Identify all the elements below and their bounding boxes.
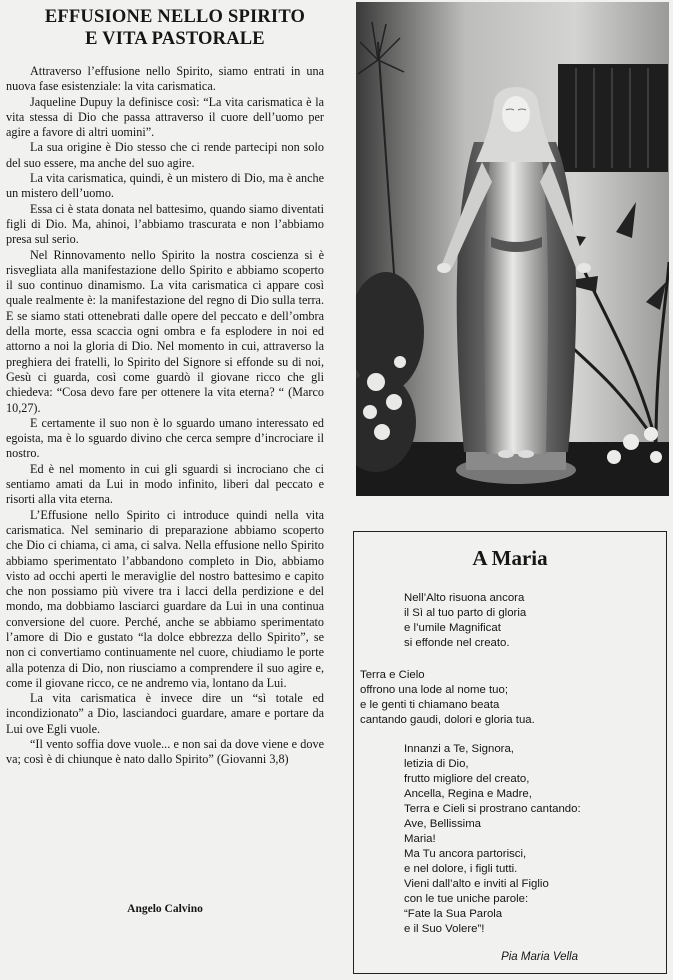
statue-illustration — [356, 2, 669, 496]
poem-line: con le tue uniche parole: — [404, 893, 529, 905]
article-paragraph: La vita carismatica, quindi, è un mistero di Dio, ma è anche un mistero dell’uomo. — [6, 171, 324, 201]
article-paragraph: Nel Rinnovamento nello Spirito la nostra coscienza si è risvegliata alla manifestazione dello Spirito e abbiamo scoperto il suo continuo dinamismo. La vita carismatica ci appare così quale realmente è: la manifestazione del regno di Dio sulla terra. E se siamo stati ottenebrati dalle opere del peccato e dell’ombra della morte, essa scaccia ogni ombra e fa esplodere in noi ed attorno a noi la gloria di Dio. Nel momento in cui, attraverso la preghiera dei fratelli, lo Spirito del Signore si effonde su di noi, Gesù ci guarda, così come guardò il giovane ricco che gli chiedeva: “Cosa devo fare per ottenere la vita eterna? “ (Marco 10,27). — [6, 247, 324, 415]
poem-line: e il Suo Volere”! — [404, 923, 485, 935]
poem-line: si effonde nel creato. — [404, 637, 510, 649]
poem-line: Terra e Cieli si prostrano cantando: — [404, 803, 581, 815]
article-paragraph: Ed è nel momento in cui gli sguardi si incrociano che ci sentiamo amati da Lui in modo infinito, liberi dal peccato e risorti alla vita eterna. — [6, 461, 324, 507]
article-paragraph: L’Effusione nello Spirito ci introduce quindi nella vita carismatica. Nel seminario di preparazione abbiamo scoperto che Dio ci chiama, ci ama, ci salva. Nella effusione nello Spirito abbiamo sperimentato l’abbandono completo in Dio, abbiamo visto ad occhi aperti le meraviglie del nostro battesimo e capito che non possiamo più vivere tra i lacci della perdizione e del mondo, ma dobbiamo lasciarci guardare da Lui in una continua conversione del cuore. Perché, anche se abbiamo sperimentato l’amore di Dio e gustato “la dolce ebbrezza dello Spirito”, se non ci convertiamo continuamente nel cuore, chiudiamo le porte alla potenza di Dio, non riusciamo a comprendere il suo agire e, come il giovane ricco, ce ne andremo via, lontano da Lui. — [6, 507, 324, 690]
poem-line: frutto migliore del creato, — [404, 773, 530, 785]
poem-line: Ancella, Regina e Madre, — [404, 788, 532, 800]
poem-line: il Sì al tuo parto di gloria — [404, 607, 527, 619]
poem-line: “Fate la Sua Parola — [404, 908, 503, 920]
article-title — [8, 6, 342, 50]
poem-title: A Maria — [472, 546, 548, 570]
poem-line: Ma Tu ancora partorisci, — [404, 848, 527, 860]
poem-box — [353, 531, 667, 974]
poem-line: e l’umile Magnificat — [404, 622, 501, 634]
poem-line: offrono una lode al nome tuo; — [360, 684, 508, 696]
poem-author: Pia Maria Vella — [501, 951, 578, 963]
article-title-line-2: E VITA PASTORALE — [85, 29, 265, 49]
article-paragraph: La vita carismatica è invece dire un “sì totale ed incondizionato” a Dio, lasciandoci guardare, amare e portare da Lui ove Egli vuole. — [6, 691, 324, 736]
poem-line: Vieni dall’alto e inviti al Figlio — [404, 878, 549, 890]
article-title-line-1: EFFUSIONE NELLO SPIRITO — [44, 7, 306, 27]
poem-line: Maria! — [404, 833, 436, 845]
poem-stanza-1 — [404, 591, 526, 651]
article-paragraph: La sua origine è Dio stesso che ci rende partecipi non solo del suo essere, ma anche del suo agire. — [6, 140, 324, 170]
article-paragraph: Essa ci è stata donata nel battesimo, quando siamo diventati figli di Dio. Ma, ahinoi, l’abbiamo trascurata e non l’abbiamo presa sul serio. — [6, 201, 324, 247]
poem-stanza-3 — [404, 742, 581, 937]
article-paragraph: Attraverso l’effusione nello Spirito, siamo entrati in una nuova fase esistenziale: la vita carismatica. — [6, 64, 324, 94]
article-paragraph: “Il vento soffia dove vuole... e non sai da dove viene e dove va; così è di chiunque è nato dallo Spirito” (Giovanni 3,8) — [6, 737, 324, 767]
poem-line: cantando gaudi, dolori e gloria tua. — [360, 714, 535, 726]
article-author: Angelo Calvino — [127, 903, 203, 915]
poem-line: Innanzi a Te, Signora, — [404, 743, 514, 755]
article-paragraph: Jaqueline Dupuy la definisce così: “La vita carismatica è la vita stessa di Dio che passa attraverso il cuore dell’uomo per agire a favore di altri uomini”. — [6, 94, 324, 140]
article-paragraph: E certamente il suo non è lo sguardo umano interessato ed egoista, ma è lo sguardo divino che cerca sempre d’incrociare il nostro. — [6, 415, 324, 461]
poem-line: e le genti ti chiamano beata — [360, 699, 500, 711]
poem-line: e nel dolore, i figli tutti. — [404, 863, 518, 875]
poem-stanza-2 — [360, 668, 535, 728]
poem-line: Ave, Bellissima — [404, 818, 482, 830]
poem-line: Nell’Alto risuona ancora — [404, 592, 525, 604]
article-body — [6, 64, 324, 768]
statue-photo — [356, 2, 669, 496]
poem-line: Terra e Cielo — [360, 669, 425, 681]
poem-line: letizia di Dio, — [404, 758, 469, 770]
